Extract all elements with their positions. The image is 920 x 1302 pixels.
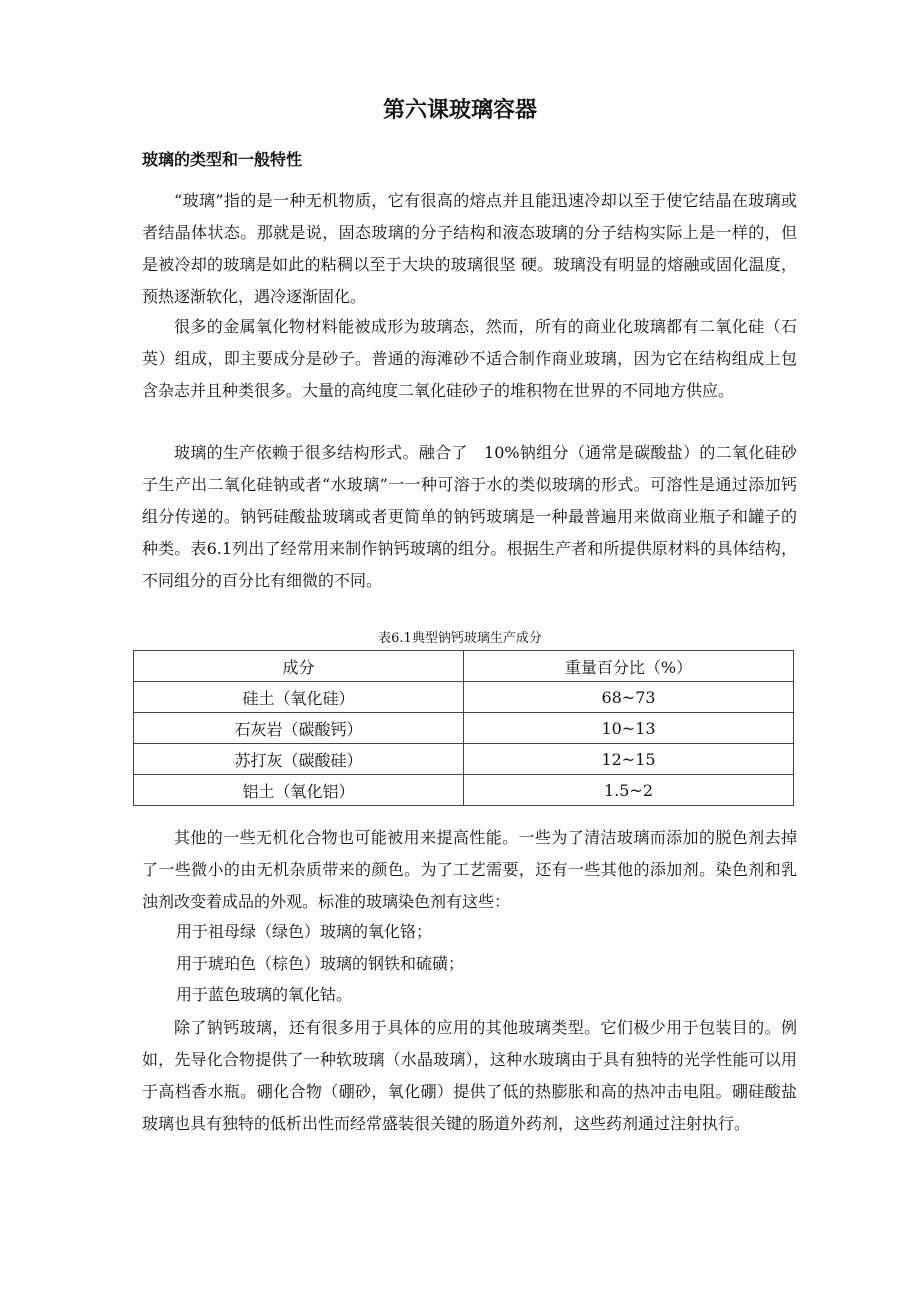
paragraph-glass-definition: “玻璃”指的是一种无机物质，它有很高的熔点并且能迅速冷却以至于使它结晶在玻璃或者结晶体状态。那就是说，固态玻璃的分子结构和液态玻璃的分子结构实际上是一样的，但是被冷却的玻璃是如此的粘稠以至于大块的玻璃很坚 硬。玻璃没有明显的熔融或固化温度，预热逐渐软化，遇冷逐渐固化。 — [142, 191, 797, 306]
table-row — [134, 682, 794, 713]
paragraph-other-glass-types: 除了钠钙玻璃，还有很多用于具体的应用的其他玻璃类型。它们极少用于包装目的。例如，先导化合物提供了一种软玻璃（水晶玻璃），这种水玻璃由于具有独特的光学性能可以用于高档香水瓶。硼化合物（硼砂，氧化硼）提供了低的热膨胀和高的热冲击电阻。硼硅酸盐玻璃也具有独特的低析出性而经常盛装很关键的肠道外药剂，这些药剂通过注射执行。 — [142, 1018, 797, 1133]
colorant-list-item: 用于蓝色玻璃的氧化钴。 — [176, 985, 353, 1004]
paragraph-silica-composition: 很多的金属氧化物材料能被成形为玻璃态，然而，所有的商业化玻璃都有二氧化硅（石英）组成，即主要成分是砂子。普通的海滩砂不适合制作商业玻璃，因为它在结构组成上包含杂志并且种类很多。大量的高纯度二氧化硅砂子的堆积物在世界的不同地方供应。 — [142, 317, 797, 400]
table-row — [134, 713, 794, 744]
table-row — [134, 775, 794, 806]
table-cell-percent: 68~73 — [464, 682, 794, 713]
table-header-component: 成分 — [134, 651, 464, 682]
page-title: 第六课玻璃容器 — [382, 98, 537, 123]
table-header-weight-percent: 重量百分比（%） — [464, 651, 794, 682]
table-cell-component: 石灰岩（碳酸钙） — [134, 713, 464, 744]
table-row — [134, 744, 794, 775]
section-heading: 玻璃的类型和一般特性 — [142, 150, 303, 169]
table-cell-percent: 1.5~2 — [464, 775, 794, 806]
table-cell-component: 苏打灰（碳酸硅） — [134, 744, 464, 775]
paragraph-additives: 其他的一些无机化合物也可能被用来提高性能。一些为了清洁玻璃而添加的脱色剂去掉了一些微小的由无机杂质带来的颜色。为了工艺需要，还有一些其他的添加剂。染色剂和乳浊剂改变着成品的外观。标准的玻璃染色剂有这些： — [142, 828, 797, 911]
colorant-list-item: 用于祖母绿（绿色）玻璃的氧化铬； — [176, 922, 433, 941]
table-cell-percent: 12~15 — [464, 744, 794, 775]
composition-table — [133, 650, 794, 806]
paragraph-glass-production: 玻璃的生产依赖于很多结构形式。融合了 10%钠组分（通常是碳酸盐）的二氧化硅砂子生产出二氧化硅钠或者“水玻璃”一一种可溶于水的类似玻璃的形式。可溶性是通过添加钙组分传递的。钠钙硅酸盐玻璃或者更简单的钠钙玻璃是一种最普遍用来做商业瓶子和罐子的种类。表6.1列出了经常用来制作钠钙玻璃的组分。根据生产者和所提供原材料的具体结构，不同组分的百分比有细微的不同。 — [142, 443, 797, 590]
table-cell-component: 铝土（氧化铝） — [134, 775, 464, 806]
table-caption: 表6.1典型钠钙玻璃生产成分 — [378, 631, 542, 646]
table-cell-component: 硅土（氧化硅） — [134, 682, 464, 713]
table-header-row — [134, 651, 794, 682]
colorant-list-item: 用于琥珀色（棕色）玻璃的钢铁和硫磺； — [176, 954, 465, 973]
table-cell-percent: 10~13 — [464, 713, 794, 744]
